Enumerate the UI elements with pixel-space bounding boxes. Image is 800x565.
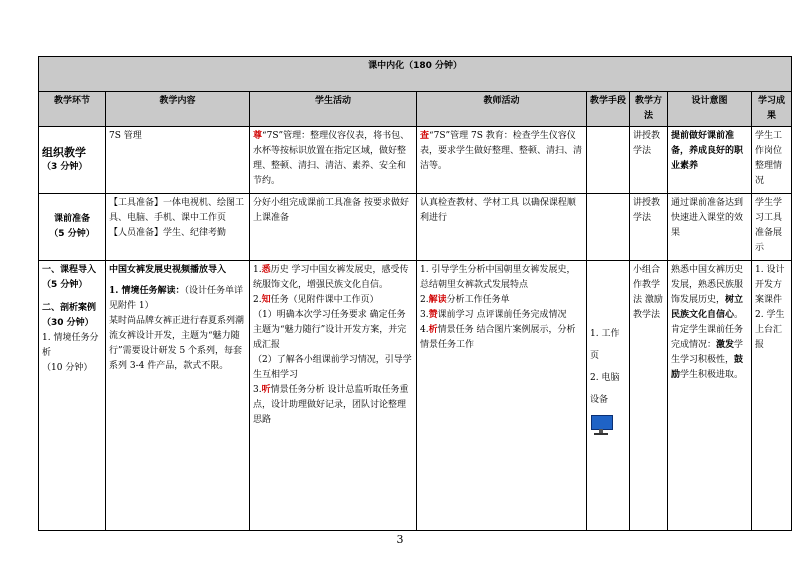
teacher-text: 课前学习 点评课前任务完成情况 <box>437 310 567 320</box>
student-text: 历史 学习中国女裤发展史，感受传统服饰文化，增强民族文化自信。 <box>253 265 409 290</box>
intent-bold: 激发 <box>716 340 735 350</box>
content-body: 某时尚品牌女裤正进行春夏系列潮流女裤设计开发，主题为“魅力随行”需要设计研发 5 个系列，每套系列 3-4 件产品，款式不限。 <box>109 316 245 371</box>
content-sub-label: 1. 情境任务解读： <box>109 286 185 296</box>
content-cell <box>106 261 250 531</box>
intent-para: 熟悉中国女裤历史发展，熟悉民族服饰发展历史，树立民族文化自信心。 <box>671 265 744 320</box>
teacher-item <box>420 293 583 308</box>
student-cell <box>250 261 417 531</box>
intent-para: 肯定学生课前任务完成情况：激发学生学习积极性，鼓励学生积极进取。 <box>671 325 744 380</box>
content-title: 中国女裤发展史视频播放导入 <box>109 265 227 275</box>
header-row <box>39 92 792 127</box>
student-subitem: （1）明确本次学习任务要求 确定任务主题为“魅力随行”设计开发方案，并完成汇报 <box>253 310 407 350</box>
intent-cell <box>668 261 752 531</box>
stage-cell <box>39 127 106 194</box>
means-item: 1. 工作页 <box>590 329 620 361</box>
title-row <box>39 57 792 92</box>
header-cell: 教学环节 <box>39 92 106 127</box>
teacher-item: 1. 引导学生分析中国朝里女裤发展史，总结朝里女裤款式发展特点 <box>420 265 576 290</box>
teacher-cell <box>417 127 587 194</box>
intent-bold: 鼓励 <box>671 355 744 380</box>
keyword: 析 <box>428 325 438 335</box>
item-num: 3. <box>253 385 262 395</box>
method-cell: 讲授教学法 <box>630 127 668 194</box>
intent-cell <box>668 127 752 194</box>
content-cell <box>106 194 250 261</box>
content-sub-text: （设计任务单详见附件 1） <box>109 286 244 311</box>
teacher-cell <box>417 261 587 531</box>
header-cell: 教学手段 <box>587 92 630 127</box>
item-num: 1. <box>253 265 262 275</box>
intent-text: 提前做好课前准备， <box>671 131 735 156</box>
stage-time: （5 分钟） <box>49 229 95 239</box>
teacher-text: 分析工作任务单 <box>446 295 510 305</box>
means-cell <box>587 127 630 194</box>
header-cell: 学习成果 <box>752 92 792 127</box>
outcome-cell <box>752 261 792 531</box>
outcome-item: 2. 学生上台汇报 <box>755 310 785 350</box>
keyword: 知 <box>261 295 271 305</box>
table-row <box>39 127 792 194</box>
header-cell: 教学方法 <box>630 92 668 127</box>
intent-cell: 通过课前准备达到快速进入课堂的效果 <box>668 194 752 261</box>
item-num: 2. <box>420 295 429 305</box>
keyword: 听 <box>261 385 271 395</box>
means-item: 2. 电脑设备 <box>590 373 620 405</box>
student-item <box>253 293 413 308</box>
stage-time: （3 分钟） <box>42 162 88 172</box>
method-cell: 讲授教学法 <box>630 194 668 261</box>
student-cell: 分好小组完成课前工具准备 按要求做好上课准备 <box>250 194 417 261</box>
teacher-item <box>420 323 583 353</box>
item-num: 2. <box>253 295 262 305</box>
computer-monitor-icon <box>590 415 612 435</box>
table-title: 课中内化（180 分钟） <box>39 57 792 92</box>
outcome-cell: 学生工作岗位整理情况 <box>752 127 792 194</box>
teacher-cell: 认真检查教材、学材工具 以确保课程顺利进行 <box>417 194 587 261</box>
teacher-item <box>420 308 583 323</box>
content-line: 【工具准备】一体电视机、绘图工具、电脑、手机、课中工作页 <box>109 198 245 223</box>
stage-title: 课前准备 <box>53 214 90 224</box>
lesson-table <box>38 56 792 531</box>
header-cell: 教师活动 <box>417 92 587 127</box>
stage-line: （5 分钟） <box>42 280 88 290</box>
stage-line: 一、课程导入 <box>42 265 97 275</box>
method-cell: 小组合作教学法 激励教学法 <box>630 261 668 531</box>
item-num: 3. <box>420 310 429 320</box>
keyword: 解读 <box>428 295 447 305</box>
keyword: 查 <box>420 131 430 141</box>
stage-line: （30 分钟） <box>42 318 94 328</box>
stage-line: （10 分钟） <box>42 363 93 373</box>
means-cell <box>587 194 630 261</box>
table-row <box>39 194 792 261</box>
teacher-text: “7S”管理 7S 教育：检查学生仪容仪表，要求学生做好整理、整顿、清扫、清洁等。 <box>420 131 583 171</box>
student-subitem: （2）了解各小组课前学习情况，引导学生互相学习 <box>253 355 412 380</box>
teacher-text: 情景任务 结合图片案例展示，分析情景任务工作 <box>420 325 576 350</box>
student-item <box>253 383 413 428</box>
header-cell: 设计意图 <box>668 92 752 127</box>
student-item <box>253 263 413 293</box>
means-cell <box>587 261 630 531</box>
content-cell: 7S 管理 <box>106 127 250 194</box>
content-line: 【人员准备】学生、纪律考勤 <box>109 228 227 238</box>
stage-cell <box>39 194 106 261</box>
stage-cell <box>39 261 106 531</box>
stage-line: 1. 情境任务分析 <box>42 333 99 358</box>
outcome-cell: 学生学习工具准备展示 <box>752 194 792 261</box>
intent-bold: 树立民族文化自信心 <box>671 295 744 320</box>
keyword: 尊 <box>253 131 263 141</box>
student-text: 任务（见附件课中工作页） <box>270 295 379 305</box>
outcome-item: 1. 设计开发方案课件 <box>755 265 785 305</box>
item-num: 4. <box>420 325 429 335</box>
student-text: 情景任务分析 设计总监听取任务重点，设计助理做好记录，团队讨论整理思路 <box>253 385 409 425</box>
header-cell: 教学内容 <box>106 92 250 127</box>
stage-title: 组织教学 <box>42 146 86 159</box>
content-sub <box>109 284 246 314</box>
student-cell <box>250 127 417 194</box>
header-cell: 学生活动 <box>250 92 417 127</box>
page-number: 3 <box>396 533 404 546</box>
keyword: 赞 <box>428 310 438 320</box>
table-row <box>39 261 792 531</box>
stage-line: 二、剖析案例 <box>42 303 97 313</box>
student-text: “7S”管理：整理仪容仪表，将书包、水杯等按标识放置在指定区域，做好整理、整顿、清扫、清洁、素养、安全和节约。 <box>253 131 410 186</box>
intent-text: 养成良好的职业素养 <box>671 146 744 171</box>
keyword: 悉 <box>261 265 271 275</box>
